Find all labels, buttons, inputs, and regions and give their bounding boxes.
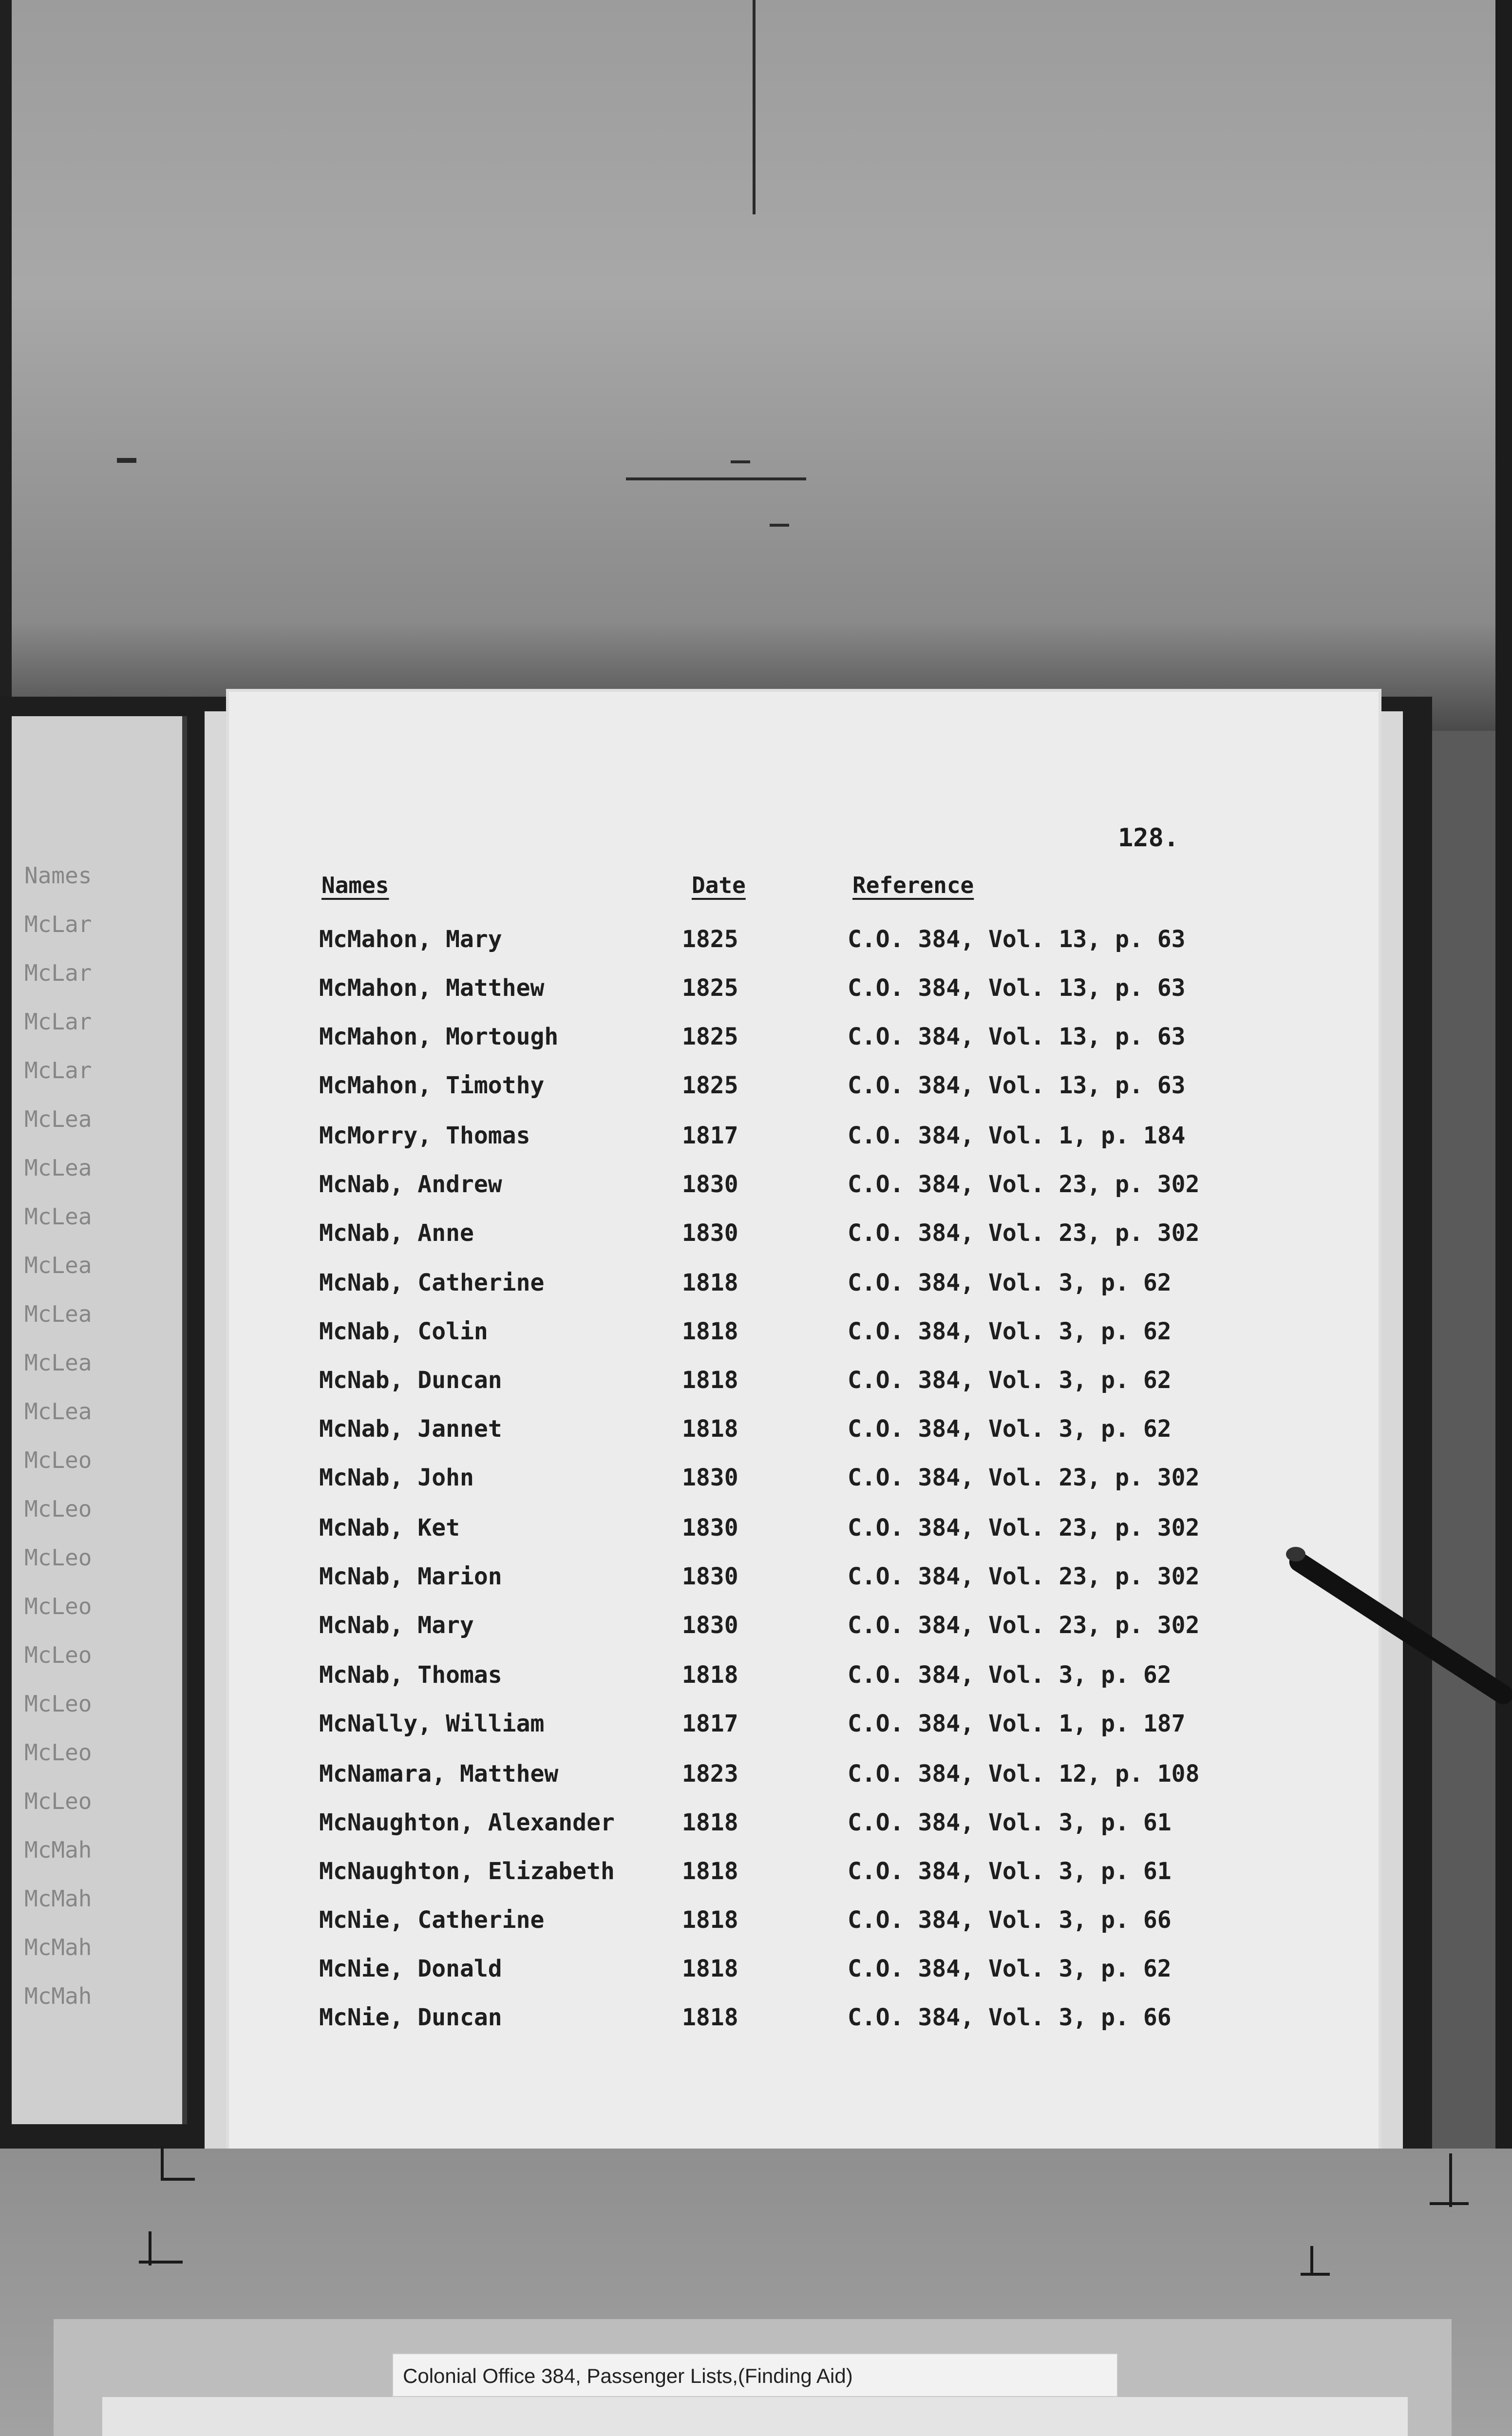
- record-name: McMahon, Matthew: [319, 974, 545, 1002]
- registration-mark: [1449, 2153, 1452, 2207]
- record-reference: C.O. 384, Vol. 13, p. 63: [848, 1072, 1186, 1099]
- record-date: 1818: [682, 1906, 738, 1934]
- left-page-fragment: McLea: [24, 1398, 92, 1425]
- film-scratch: [770, 524, 789, 527]
- left-page-fragment: McLeo: [24, 1739, 92, 1766]
- record-date: 1818: [682, 1318, 738, 1345]
- table-row: [0, 1809, 1512, 1858]
- record-date: 1818: [682, 1955, 738, 1982]
- record-reference: C.O. 384, Vol. 3, p. 61: [848, 1809, 1172, 1836]
- registration-mark: [161, 2146, 164, 2180]
- background-wall: [0, 0, 1512, 731]
- record-name: McNab, Catherine: [319, 1269, 545, 1296]
- record-name: McNab, Colin: [319, 1318, 488, 1345]
- left-page-fragment: McLar: [24, 1057, 92, 1084]
- table-row: [0, 1906, 1512, 1955]
- record-reference: C.O. 384, Vol. 3, p. 66: [848, 1906, 1172, 1934]
- table-row: [0, 1367, 1512, 1415]
- film-scratch: [753, 0, 756, 214]
- registration-mark: [139, 2261, 183, 2264]
- left-page-fragment: McLea: [24, 1252, 92, 1278]
- record-date: 1817: [682, 1710, 738, 1737]
- record-name: McNaughton, Alexander: [319, 1809, 615, 1836]
- record-reference: C.O. 384, Vol. 1, p. 184: [848, 1122, 1186, 1149]
- record-name: McNab, Thomas: [319, 1661, 502, 1689]
- record-name: McNab, Jannet: [319, 1415, 502, 1443]
- left-page-fragment: McLea: [24, 1203, 92, 1230]
- record-date: 1825: [682, 926, 738, 953]
- header-names: Names: [321, 872, 389, 898]
- record-date: 1818: [682, 1661, 738, 1689]
- record-name: McMorry, Thomas: [319, 1122, 530, 1149]
- left-page-fragment: McLea: [24, 1106, 92, 1132]
- table-row: [0, 1415, 1512, 1464]
- record-date: 1818: [682, 1367, 738, 1394]
- left-page-fragment: McLea: [24, 1350, 92, 1376]
- table-row: [0, 1955, 1512, 2004]
- table-row: [0, 1514, 1512, 1563]
- registration-mark: [1430, 2202, 1469, 2205]
- record-date: 1825: [682, 1072, 738, 1099]
- table-row: [0, 974, 1512, 1023]
- microfilm-caption-label: Colonial Office 384, Passenger Lists,(Finding Aid): [392, 2353, 1118, 2397]
- film-scratch: [626, 477, 806, 480]
- record-reference: C.O. 384, Vol. 23, p. 302: [848, 1514, 1200, 1542]
- film-scratch: [731, 460, 750, 463]
- record-name: McMahon, Mary: [319, 926, 502, 953]
- record-date: 1830: [682, 1219, 738, 1247]
- left-page-fragment: McLeo: [24, 1691, 92, 1717]
- record-reference: C.O. 384, Vol. 13, p. 63: [848, 926, 1186, 953]
- record-reference: C.O. 384, Vol. 3, p. 62: [848, 1269, 1172, 1296]
- record-name: McNie, Duncan: [319, 2004, 502, 2031]
- record-reference: C.O. 384, Vol. 23, p. 302: [848, 1612, 1200, 1639]
- table-row: [0, 1612, 1512, 1660]
- record-name: McNally, William: [319, 1710, 545, 1737]
- record-reference: C.O. 384, Vol. 12, p. 108: [848, 1760, 1200, 1788]
- record-date: 1818: [682, 1858, 738, 1885]
- record-date: 1818: [682, 1415, 738, 1443]
- left-page-fragment: McLeo: [24, 1788, 92, 1814]
- left-page-fragment: McLea: [24, 1155, 92, 1181]
- left-page-fragment: McLeo: [24, 1544, 92, 1571]
- left-page-fragment: McLeo: [24, 1642, 92, 1668]
- record-name: McNab, Marion: [319, 1563, 502, 1590]
- table-row: [0, 1318, 1512, 1367]
- record-date: 1830: [682, 1514, 738, 1542]
- record-name: McNab, Anne: [319, 1219, 474, 1247]
- registration-mark: [161, 2178, 195, 2181]
- record-reference: C.O. 384, Vol. 3, p. 62: [848, 1661, 1172, 1689]
- record-date: 1817: [682, 1122, 738, 1149]
- left-page-fragment: McMah: [24, 1837, 92, 1863]
- table-row: [0, 1464, 1512, 1513]
- left-page-fragment: McLeo: [24, 1447, 92, 1473]
- table-row: [0, 1122, 1512, 1171]
- table-row: [0, 1219, 1512, 1268]
- record-reference: C.O. 384, Vol. 3, p. 62: [848, 1415, 1172, 1443]
- record-date: 1823: [682, 1760, 738, 1788]
- record-date: 1818: [682, 2004, 738, 2031]
- film-scratch: [117, 458, 136, 463]
- registration-mark: [1310, 2246, 1313, 2275]
- record-name: McNab, Andrew: [319, 1171, 502, 1198]
- record-reference: C.O. 384, Vol. 13, p. 63: [848, 1023, 1186, 1050]
- left-page-fragment: McLar: [24, 911, 92, 937]
- left-page-fragment: McLar: [24, 960, 92, 986]
- table-row: [0, 1858, 1512, 1906]
- record-reference: C.O. 384, Vol. 1, p. 187: [848, 1710, 1186, 1737]
- record-reference: C.O. 384, Vol. 3, p. 62: [848, 1318, 1172, 1345]
- archives-title-card: [102, 2397, 1408, 2436]
- record-name: McNamara, Matthew: [319, 1760, 559, 1788]
- record-date: 1818: [682, 1809, 738, 1836]
- record-name: McMahon, Mortough: [319, 1023, 559, 1050]
- record-reference: C.O. 384, Vol. 13, p. 63: [848, 974, 1186, 1002]
- left-page-fragment: McMah: [24, 1983, 92, 2009]
- record-date: 1825: [682, 974, 738, 1002]
- record-name: McMahon, Timothy: [319, 1072, 545, 1099]
- left-page-fragment: McLeo: [24, 1496, 92, 1522]
- table-row: [0, 1072, 1512, 1121]
- table-row: [0, 926, 1512, 974]
- table-row: [0, 1710, 1512, 1759]
- record-name: McNab, Mary: [319, 1612, 474, 1639]
- registration-mark: [1301, 2273, 1330, 2276]
- header-date: Date: [692, 872, 746, 898]
- page-number: 128.: [1118, 823, 1179, 853]
- record-date: 1830: [682, 1464, 738, 1491]
- record-name: McNab, John: [319, 1464, 474, 1491]
- record-date: 1818: [682, 1269, 738, 1296]
- record-reference: C.O. 384, Vol. 3, p. 62: [848, 1955, 1172, 1982]
- record-name: McNie, Donald: [319, 1955, 502, 1982]
- table-row: [0, 1661, 1512, 1710]
- record-date: 1825: [682, 1023, 738, 1050]
- record-date: 1830: [682, 1563, 738, 1590]
- table-row: [0, 2004, 1512, 2053]
- record-reference: C.O. 384, Vol. 3, p. 66: [848, 2004, 1172, 2031]
- left-page-fragment: McLeo: [24, 1593, 92, 1619]
- left-page-fragment: McMah: [24, 1934, 92, 1960]
- record-date: 1830: [682, 1612, 738, 1639]
- left-page-fragment: McMah: [24, 1885, 92, 1912]
- pen-tip: [1286, 1547, 1305, 1561]
- record-reference: C.O. 384, Vol. 23, p. 302: [848, 1563, 1200, 1590]
- table-row: [0, 1171, 1512, 1219]
- header-reference: Reference: [852, 872, 974, 898]
- record-name: McNie, Catherine: [319, 1906, 545, 1934]
- record-reference: C.O. 384, Vol. 3, p. 61: [848, 1858, 1172, 1885]
- record-reference: C.O. 384, Vol. 23, p. 302: [848, 1464, 1200, 1491]
- record-reference: C.O. 384, Vol. 3, p. 62: [848, 1367, 1172, 1394]
- record-name: McNab, Duncan: [319, 1367, 502, 1394]
- record-name: McNaughton, Elizabeth: [319, 1858, 615, 1885]
- left-page-fragment: McLar: [24, 1009, 92, 1035]
- record-date: 1830: [682, 1171, 738, 1198]
- left-page-fragment: Names: [24, 862, 92, 889]
- table-row: [0, 1269, 1512, 1318]
- table-row: [0, 1563, 1512, 1612]
- table-row: [0, 1023, 1512, 1072]
- record-reference: C.O. 384, Vol. 23, p. 302: [848, 1219, 1200, 1247]
- left-page-fragment: McLea: [24, 1301, 92, 1327]
- record-reference: C.O. 384, Vol. 23, p. 302: [848, 1171, 1200, 1198]
- table-row: [0, 1760, 1512, 1809]
- record-name: McNab, Ket: [319, 1514, 460, 1542]
